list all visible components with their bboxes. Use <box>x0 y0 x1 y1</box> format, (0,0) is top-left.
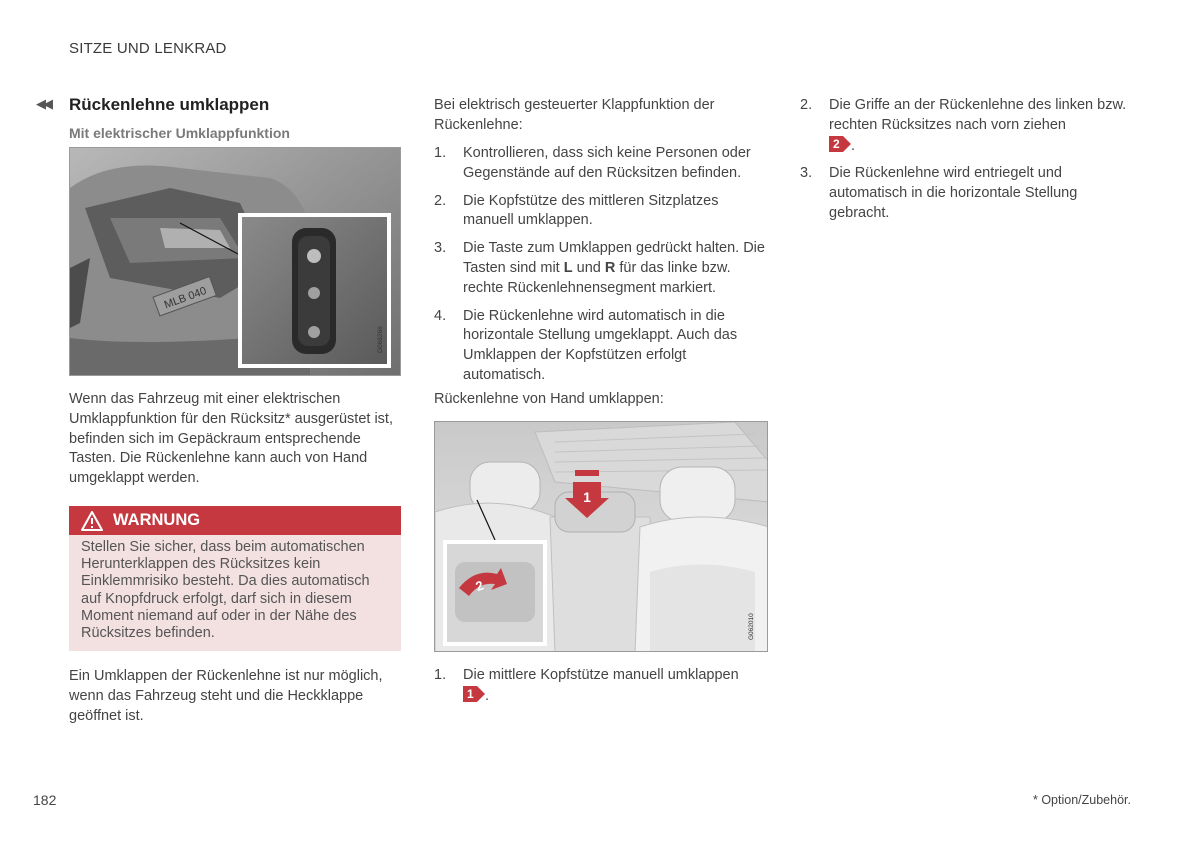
list-item: 2. Die Griffe an der Rückenlehne des linken bzw. rechten Rücksitzes nach vorn ziehen 2 . <box>800 97 1127 154</box>
electric-steps <box>434 144 769 394</box>
figure-code: G062010 <box>748 613 755 640</box>
trunk-buttons-figure <box>69 147 401 376</box>
warning-text: Stellen Sie sicher, dass beim automatischen Herunterklappen des Rücksitzes kein Einklemmrisiko besteht. Da dies automatisch auf Knopfdruck erfolgt, darf sich in diesem Moment niemand auf oder in der Nähe des Rücksitzes befinden. <box>69 535 401 651</box>
figure-code: G066266 <box>377 326 384 353</box>
page-title: Rückenlehne umklappen <box>69 95 270 114</box>
callout-2-label: 2 <box>473 577 486 595</box>
manual-steps-continued <box>800 96 1140 232</box>
license-plate-text: MLB 040 <box>162 285 209 312</box>
list-item: 4. Die Rückenlehne wird automatisch in die horizontale Stellung umgeklappt. Auch das Umklappen der Kopfstützen erfolgt automatisch. <box>434 307 738 383</box>
electric-intro: Bei elektrisch gesteuerter Klappfunktion der Rückenlehne: <box>434 97 715 133</box>
page-subtitle: Mit elektrischer Umklappfunktion <box>69 125 290 141</box>
callout-1-label: 1 <box>583 489 591 505</box>
key-l-label: L <box>563 259 573 276</box>
warning-header <box>69 506 401 535</box>
rear-seats-figure <box>434 421 768 652</box>
callout-1-badge-icon: 1 <box>463 686 485 702</box>
warning-title: WARNUNG <box>113 511 201 529</box>
list-item: 1. Kontrollieren, dass sich keine Personen oder Gegenstände auf den Rücksitzen befinden. <box>434 145 751 181</box>
double-chevron-left-icon[interactable]: ◀◀ <box>36 96 50 111</box>
list-item: 3. Die Taste zum Umklappen gedrückt halten. Die Tasten sind mit L und R für das linke bzw. rechte Rückenlehnensegment markiert. <box>434 240 765 296</box>
footnote: * Option/Zubehör. <box>1033 793 1131 807</box>
warning-triangle-icon <box>81 511 103 531</box>
page-number: 182 <box>33 792 57 808</box>
manual-label: Rückenlehne von Hand umklappen: <box>434 391 664 407</box>
intro-paragraph: Wenn das Fahrzeug mit einer elektrischen Umklappfunktion für den Rücksitz* ausgerüstet ist, befinden sich im Gepäckraum entsprechende Tasten. Die Rückenlehne kann auch von Hand umgeklappt werden. <box>69 391 393 487</box>
note-paragraph: Ein Umklappen der Rückenlehne ist nur möglich, wenn das Fahrzeug steht und die Heckklappe geöffnet ist. <box>69 668 383 724</box>
list-item: 3. Die Rückenlehne wird entriegelt und automatisch in die horizontale Stellung gebracht. <box>800 165 1078 221</box>
section-header: SITZE UND LENKRAD <box>69 40 227 57</box>
callout-2-badge-icon: 2 <box>829 136 851 152</box>
manual-steps <box>434 666 769 715</box>
list-item: 1. Die mittlere Kopfstütze manuell umklappen 1 . <box>434 667 739 704</box>
list-item: 2. Die Kopfstütze des mittleren Sitzplatzes manuell umklappen. <box>434 192 719 229</box>
key-r-label: R <box>604 259 616 276</box>
